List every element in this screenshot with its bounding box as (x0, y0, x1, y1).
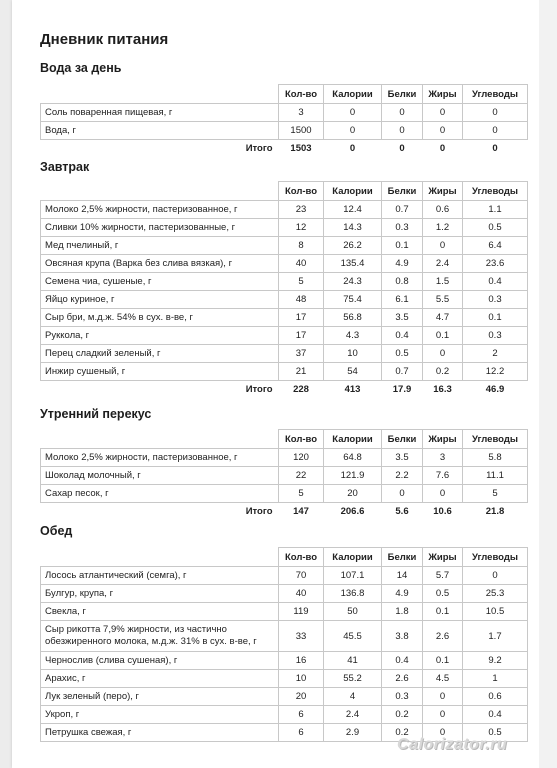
table-row (41, 122, 528, 140)
food-protein: 3.5 (382, 309, 423, 327)
food-kcal: 121.9 (324, 467, 382, 485)
food-carbs: 5.8 (463, 449, 528, 467)
food-fat: 0 (423, 706, 463, 724)
table-row (41, 567, 528, 585)
food-fat: 5.7 (423, 567, 463, 585)
table-row (41, 621, 528, 652)
food-qty: 40 (279, 585, 324, 603)
total-label: Итого (245, 506, 273, 517)
food-carbs: 6.4 (463, 237, 528, 255)
food-kcal: 55.2 (324, 670, 382, 688)
food-protein: 0.3 (382, 688, 423, 706)
food-carbs: 0.4 (463, 706, 528, 724)
table-row (41, 467, 528, 485)
table-row (41, 345, 528, 363)
food-kcal: 4.3 (324, 327, 382, 345)
food-carbs: 0.4 (463, 273, 528, 291)
food-qty: 16 (279, 652, 324, 670)
section-morning-snack (40, 403, 527, 520)
food-fat: 1.2 (423, 219, 463, 237)
food-fat: 0 (423, 485, 463, 503)
food-carbs: 1.1 (463, 201, 528, 219)
food-name: Шоколад молочный, г (41, 467, 279, 485)
table-header-row (41, 548, 528, 567)
food-kcal: 56.8 (324, 309, 382, 327)
food-qty: 20 (279, 688, 324, 706)
food-kcal: 0 (324, 122, 382, 140)
food-carbs: 0.6 (463, 688, 528, 706)
food-qty: 12 (279, 219, 324, 237)
section-title: Обед (40, 524, 73, 538)
total-fat: 16.3 (433, 384, 452, 395)
table-row (41, 585, 528, 603)
food-carbs: 0.5 (463, 219, 528, 237)
food-kcal: 14.3 (324, 219, 382, 237)
food-kcal: 50 (324, 603, 382, 621)
food-name: Булгур, крупа, г (41, 585, 279, 603)
food-protein: 0.7 (382, 363, 423, 381)
food-kcal: 41 (324, 652, 382, 670)
nutrition-table (40, 181, 528, 398)
food-qty: 1500 (279, 122, 324, 140)
column-header-qty: Кол-во (279, 182, 324, 201)
food-carbs: 0 (463, 122, 528, 140)
header-blank (41, 182, 279, 201)
total-row (41, 503, 528, 521)
table-row (41, 291, 528, 309)
table-row (41, 273, 528, 291)
food-name: Семена чиа, сушеные, г (41, 273, 279, 291)
food-fat: 0.5 (423, 585, 463, 603)
food-name: Сыр бри, м.д.ж. 54% в сух. в-ве, г (41, 309, 279, 327)
table-row (41, 104, 528, 122)
total-qty: 1503 (290, 143, 312, 154)
food-qty: 22 (279, 467, 324, 485)
food-qty: 10 (279, 670, 324, 688)
total-protein: 17.9 (392, 384, 412, 395)
column-header-protein: Белки (382, 430, 423, 449)
food-name: Сливки 10% жирности, пастеризованные, г (41, 219, 279, 237)
food-name: Свекла, г (41, 603, 279, 621)
food-name: Молоко 2,5% жирности, пастеризованное, г (41, 449, 279, 467)
food-qty: 23 (279, 201, 324, 219)
header-blank (41, 85, 279, 104)
nutrition-table (40, 547, 528, 742)
food-fat: 4.5 (423, 670, 463, 688)
food-protein: 0.4 (382, 327, 423, 345)
column-header-qty: Кол-во (279, 548, 324, 567)
food-protein: 0.1 (382, 237, 423, 255)
food-name: Руккола, г (41, 327, 279, 345)
header-blank (41, 548, 279, 567)
food-protein: 1.8 (382, 603, 423, 621)
table-row (41, 688, 528, 706)
column-header-carbs: Углеводы (463, 182, 528, 201)
food-qty: 5 (279, 273, 324, 291)
food-protein: 0.2 (382, 706, 423, 724)
total-fat: 10.6 (433, 506, 452, 517)
food-fat: 2.6 (423, 621, 463, 652)
food-kcal: 26.2 (324, 237, 382, 255)
food-name: Вода, г (41, 122, 279, 140)
nutrition-table (40, 84, 528, 157)
column-header-carbs: Углеводы (463, 548, 528, 567)
food-qty: 17 (279, 309, 324, 327)
food-carbs: 0 (463, 104, 528, 122)
food-kcal: 75.4 (324, 291, 382, 309)
food-carbs: 23.6 (463, 255, 528, 273)
column-header-protein: Белки (382, 548, 423, 567)
table-row (41, 485, 528, 503)
food-protein: 14 (382, 567, 423, 585)
food-fat: 4.7 (423, 309, 463, 327)
food-protein: 6.1 (382, 291, 423, 309)
section-lunch (40, 520, 527, 742)
table-row (41, 309, 528, 327)
food-name: Лук зеленый (перо), г (41, 688, 279, 706)
food-protein: 3.8 (382, 621, 423, 652)
food-fat: 0 (423, 688, 463, 706)
food-fat: 0 (423, 104, 463, 122)
food-kcal: 45.5 (324, 621, 382, 652)
food-carbs: 10.5 (463, 603, 528, 621)
food-name: Яйцо куриное, г (41, 291, 279, 309)
food-kcal: 0 (324, 104, 382, 122)
food-fat: 7.6 (423, 467, 463, 485)
food-protein: 0.4 (382, 652, 423, 670)
food-protein: 0.2 (382, 724, 423, 742)
food-fat: 0.1 (423, 652, 463, 670)
food-protein: 0 (382, 104, 423, 122)
food-protein: 2.2 (382, 467, 423, 485)
column-header-kcal: Калории (324, 182, 382, 201)
food-protein: 2.6 (382, 670, 423, 688)
food-qty: 48 (279, 291, 324, 309)
table-header-row (41, 85, 528, 104)
food-kcal: 136.8 (324, 585, 382, 603)
section-title: Вода за день (40, 61, 122, 75)
food-protein: 4.9 (382, 585, 423, 603)
food-carbs: 2 (463, 345, 528, 363)
column-header-protein: Белки (382, 85, 423, 104)
table-row (41, 237, 528, 255)
food-qty: 120 (279, 449, 324, 467)
column-header-fat: Жиры (423, 430, 463, 449)
food-carbs: 12.2 (463, 363, 528, 381)
food-carbs: 11.1 (463, 467, 528, 485)
food-name: Овсяная крупа (Варка без слива вязкая), г (41, 255, 279, 273)
food-protein: 0 (382, 485, 423, 503)
site-watermark: Calorizator.ru (397, 736, 508, 753)
total-fat: 0 (439, 143, 446, 154)
food-kcal: 107.1 (324, 567, 382, 585)
column-header-carbs: Углеводы (463, 85, 528, 104)
food-protein: 0.8 (382, 273, 423, 291)
table-row (41, 363, 528, 381)
food-qty: 37 (279, 345, 324, 363)
food-carbs: 0.3 (463, 327, 528, 345)
total-label: Итого (245, 384, 273, 395)
column-header-carbs: Углеводы (463, 430, 528, 449)
section-water (40, 57, 527, 157)
food-qty: 21 (279, 363, 324, 381)
page-margin (539, 0, 557, 768)
page-title: Дневник питания (40, 31, 169, 48)
food-kcal: 24.3 (324, 273, 382, 291)
total-qty: 147 (293, 506, 309, 517)
table-row (41, 219, 528, 237)
section-title: Завтрак (40, 160, 90, 174)
total-qty: 228 (293, 384, 309, 395)
food-name: Соль поваренная пищевая, г (41, 104, 279, 122)
table-row (41, 449, 528, 467)
food-fat: 0.6 (423, 201, 463, 219)
food-name: Петрушка свежая, г (41, 724, 279, 742)
column-header-kcal: Калории (324, 548, 382, 567)
header-blank (41, 430, 279, 449)
food-fat: 0.1 (423, 327, 463, 345)
food-name: Сыр рикотта 7,9% жирности, из частично обезжиренного молока, м.д.ж. 31% в сух. в-ве, г (41, 621, 279, 652)
column-header-fat: Жиры (423, 182, 463, 201)
food-qty: 8 (279, 237, 324, 255)
total-kcal: 0 (349, 143, 356, 154)
food-kcal: 4 (324, 688, 382, 706)
food-name: Чернослив (слива сушеная), г (41, 652, 279, 670)
food-name: Сахар песок, г (41, 485, 279, 503)
food-name: Молоко 2,5% жирности, пастеризованное, г (41, 201, 279, 219)
total-kcal: 206.6 (340, 506, 365, 517)
food-kcal: 54 (324, 363, 382, 381)
food-qty: 40 (279, 255, 324, 273)
table-row (41, 603, 528, 621)
food-protein: 3.5 (382, 449, 423, 467)
food-carbs: 0 (463, 567, 528, 585)
food-fat: 0 (423, 724, 463, 742)
total-protein: 5.6 (395, 506, 409, 517)
food-qty: 70 (279, 567, 324, 585)
food-fat: 0 (423, 345, 463, 363)
total-protein: 0 (399, 143, 405, 154)
column-header-protein: Белки (382, 182, 423, 201)
total-carbs: 0 (492, 143, 498, 154)
food-protein: 0.7 (382, 201, 423, 219)
nutrition-table (40, 429, 528, 520)
food-fat: 5.5 (423, 291, 463, 309)
food-kcal: 12.4 (324, 201, 382, 219)
table-row (41, 255, 528, 273)
food-carbs: 9.2 (463, 652, 528, 670)
table-header-row (41, 182, 528, 201)
food-fat: 0 (423, 237, 463, 255)
food-qty: 6 (279, 706, 324, 724)
total-carbs: 21.8 (485, 506, 505, 517)
total-carbs: 46.9 (485, 384, 505, 395)
food-name: Инжир сушеный, г (41, 363, 279, 381)
food-qty: 3 (279, 104, 324, 122)
food-name: Лосось атлантический (семга), г (41, 567, 279, 585)
food-qty: 5 (279, 485, 324, 503)
column-header-kcal: Калории (324, 85, 382, 104)
section-title: Утренний перекус (40, 407, 152, 421)
food-protein: 0.3 (382, 219, 423, 237)
food-qty: 17 (279, 327, 324, 345)
food-carbs: 1.7 (463, 621, 528, 652)
column-header-kcal: Калории (324, 430, 382, 449)
column-header-qty: Кол-во (279, 85, 324, 104)
food-kcal: 10 (324, 345, 382, 363)
food-carbs: 1 (463, 670, 528, 688)
food-kcal: 2.9 (324, 724, 382, 742)
total-row (41, 140, 528, 158)
total-kcal: 413 (344, 384, 361, 395)
food-carbs: 0.3 (463, 291, 528, 309)
food-name: Укроп, г (41, 706, 279, 724)
section-breakfast (40, 156, 527, 398)
table-row (41, 706, 528, 724)
food-fat: 1.5 (423, 273, 463, 291)
food-kcal: 135.4 (324, 255, 382, 273)
column-header-fat: Жиры (423, 548, 463, 567)
food-carbs: 0.1 (463, 309, 528, 327)
food-fat: 0.1 (423, 603, 463, 621)
food-fat: 0.2 (423, 363, 463, 381)
food-fat: 0 (423, 122, 463, 140)
food-kcal: 64.8 (324, 449, 382, 467)
food-protein: 0 (382, 122, 423, 140)
food-fat: 3 (423, 449, 463, 467)
food-qty: 6 (279, 724, 324, 742)
total-label: Итого (245, 143, 273, 154)
food-protein: 4.9 (382, 255, 423, 273)
table-header-row (41, 430, 528, 449)
table-row (41, 652, 528, 670)
table-row (41, 327, 528, 345)
column-header-qty: Кол-во (279, 430, 324, 449)
food-fat: 2.4 (423, 255, 463, 273)
food-name: Перец сладкий зеленый, г (41, 345, 279, 363)
food-protein: 0.5 (382, 345, 423, 363)
total-row (41, 381, 528, 399)
food-qty: 33 (279, 621, 324, 652)
food-carbs: 5 (463, 485, 528, 503)
food-kcal: 2.4 (324, 706, 382, 724)
food-name: Арахис, г (41, 670, 279, 688)
food-name: Мед пчелиный, г (41, 237, 279, 255)
food-kcal: 20 (324, 485, 382, 503)
food-qty: 119 (279, 603, 324, 621)
column-header-fat: Жиры (423, 85, 463, 104)
table-row (41, 201, 528, 219)
food-carbs: 0.5 (463, 724, 528, 742)
food-carbs: 25.3 (463, 585, 528, 603)
table-row (41, 670, 528, 688)
